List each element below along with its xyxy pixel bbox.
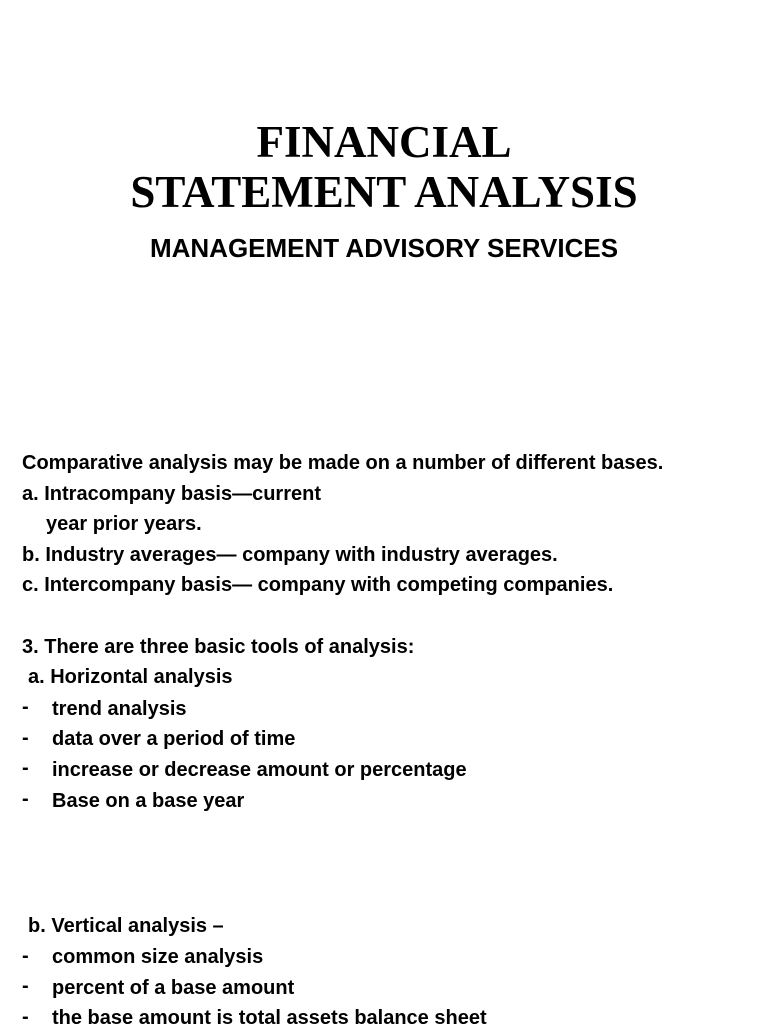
bullet-dash: -: [22, 696, 29, 718]
title-line-1: FINANCIAL: [256, 117, 512, 167]
comparative-c: c. Intercompany basis— company with competing companies.: [22, 574, 614, 596]
title-line-2: STATEMENT ANALYSIS: [130, 167, 638, 217]
bullet-dash: -: [22, 727, 29, 749]
tools-heading: 3. There are three basic tools of analysis:: [22, 636, 415, 658]
vertical-item-3: the base amount is total assets balance sheet: [52, 1007, 487, 1024]
horizontal-analysis-label: a. Horizontal analysis: [28, 666, 233, 688]
comparative-a-line1: a. Intracompany basis—current: [22, 483, 321, 505]
comparative-b: b. Industry averages— company with industry averages.: [22, 544, 558, 566]
horizontal-item-1: trend analysis: [52, 698, 187, 720]
horizontal-item-3: increase or decrease amount or percentage: [52, 759, 467, 781]
horizontal-item-4: Base on a base year: [52, 790, 245, 812]
comparative-a-line2: year prior years.: [46, 513, 202, 535]
vertical-item-1: common size analysis: [52, 946, 264, 968]
bullet-dash: -: [22, 757, 29, 779]
vertical-item-2: percent of a base amount: [52, 977, 295, 999]
vertical-analysis-label: b. Vertical analysis –: [28, 915, 224, 937]
bullet-dash: -: [22, 1006, 29, 1024]
subtitle: MANAGEMENT ADVISORY SERVICES: [149, 233, 619, 263]
comparative-intro: Comparative analysis may be made on a number of different bases.: [22, 452, 664, 474]
bullet-dash: -: [22, 945, 29, 967]
bullet-dash: -: [22, 788, 29, 810]
horizontal-item-2: data over a period of time: [52, 728, 296, 750]
bullet-dash: -: [22, 975, 29, 997]
